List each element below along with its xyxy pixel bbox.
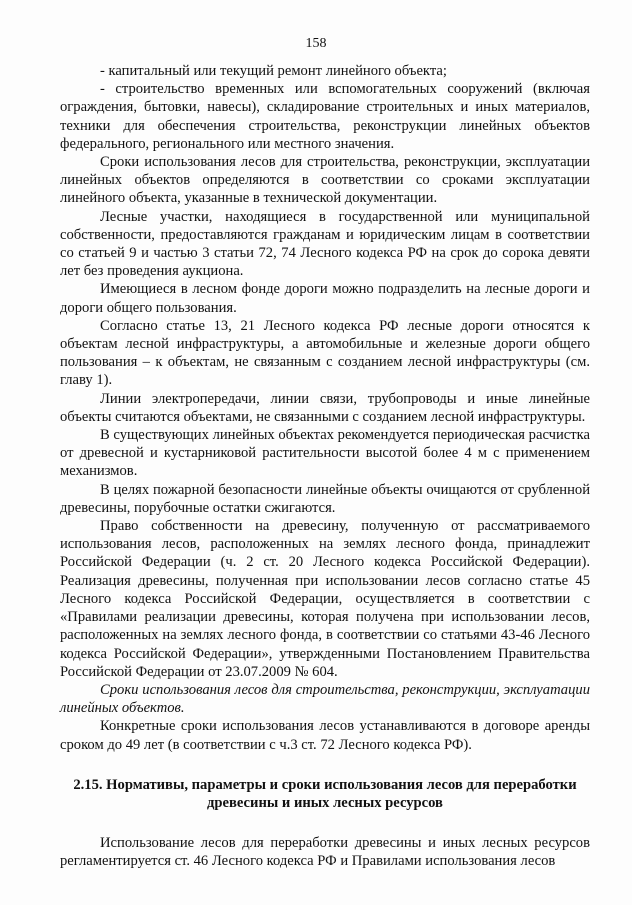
paragraph: Имеющиеся в лесном фонде дороги можно подразделить на лесные дороги и дороги общего пользования.: [60, 281, 590, 316]
paragraph: Лесные участки, находящиеся в государственной или муниципальной собственности, предоставляются гражданам и юридическим лицам в соответствии со статьей 9 и частью 3 статьи 72, 74 Лесного кодекса РФ на срок до сорока девяти лет без проведения аукциона.: [60, 208, 590, 280]
page-number: 158: [305, 36, 327, 51]
paragraph: - капитальный или текущий ремонт линейного объекта;: [100, 63, 447, 79]
paragraph: Право собственности на древесину, полученную от рассматриваемого использования лесов, расположенных на землях лесного фонда, принадлежит Российской Федерации (ч. 2 ст. 20 Лесного кодекса Российской Федерации). Реализация древесины, полученная при использовании лесов согласно статье 45 Лесного кодекса Российской Федерации, осуществляется в соответствии с «Правилами реализации древесины, которая получена при использовании лесов, расположенных на землях лесного фонда, в соответствии со статьями 43-46 Лесного кодекса Российской Федерации», утвержденными Постановлением Правительства Российской Федерации от 23.07.2009 № 604.: [60, 518, 590, 680]
paragraph: - строительство временных или вспомогательных сооружений (включая ограждения, бытовки, навесы), складирование строительных и иных материалов, техники для обеспечения строительства, реконструкции линейных объектов федерального, регионального или местного значения.: [60, 81, 590, 152]
paragraph: В целях пожарной безопасности линейные объекты очищаются от срубленной древесины, порубочные остатки сжигаются.: [60, 481, 590, 516]
italic-paragraph: Сроки использования лесов для строительства, реконструкции, эксплуатации линейных объектов.: [60, 681, 590, 717]
paragraph: Линии электропередачи, линии связи, трубопроводы и иные линейные объекты считаются объектами, не связанными с созданием лесной инфраструктуры.: [60, 390, 590, 425]
paragraph: Согласно статье 13, 21 Лесного кодекса РФ лесные дороги относятся к объектам лесной инфраструктуры, а автомобильные и железные дороги общего пользования – к объектам, не связанным с созданием лесной инфраструктуры (см. главу 1).: [60, 317, 590, 389]
paragraph: Сроки использования лесов для строительства, реконструкции, эксплуатации линейных объектов определяются в соответствии со сроками эксплуатации линейного объекта, указанные в технической документации.: [60, 154, 590, 207]
paragraph: Использование лесов для переработки древесины и иных лесных ресурсов регламентируется ст. 46 Лесного кодекса РФ и Правилами использования лесов: [60, 835, 590, 870]
paragraph: Конкретные сроки использования лесов устанавливаются в договоре аренды сроком до 49 лет (в соответствии с ч.3 ст. 72 Лесного кодекса РФ).: [60, 718, 590, 753]
section-heading: 2.15. Нормативы, параметры и сроки использования лесов для переработки древесины и иных лесных ресурсов: [73, 776, 577, 811]
document-body: [60, 62, 590, 871]
paragraph: В существующих линейных объектах рекомендуется периодическая расчистка от древесной и кустарниковой растительности высотой более 4 м с применением механизмов.: [60, 427, 590, 480]
